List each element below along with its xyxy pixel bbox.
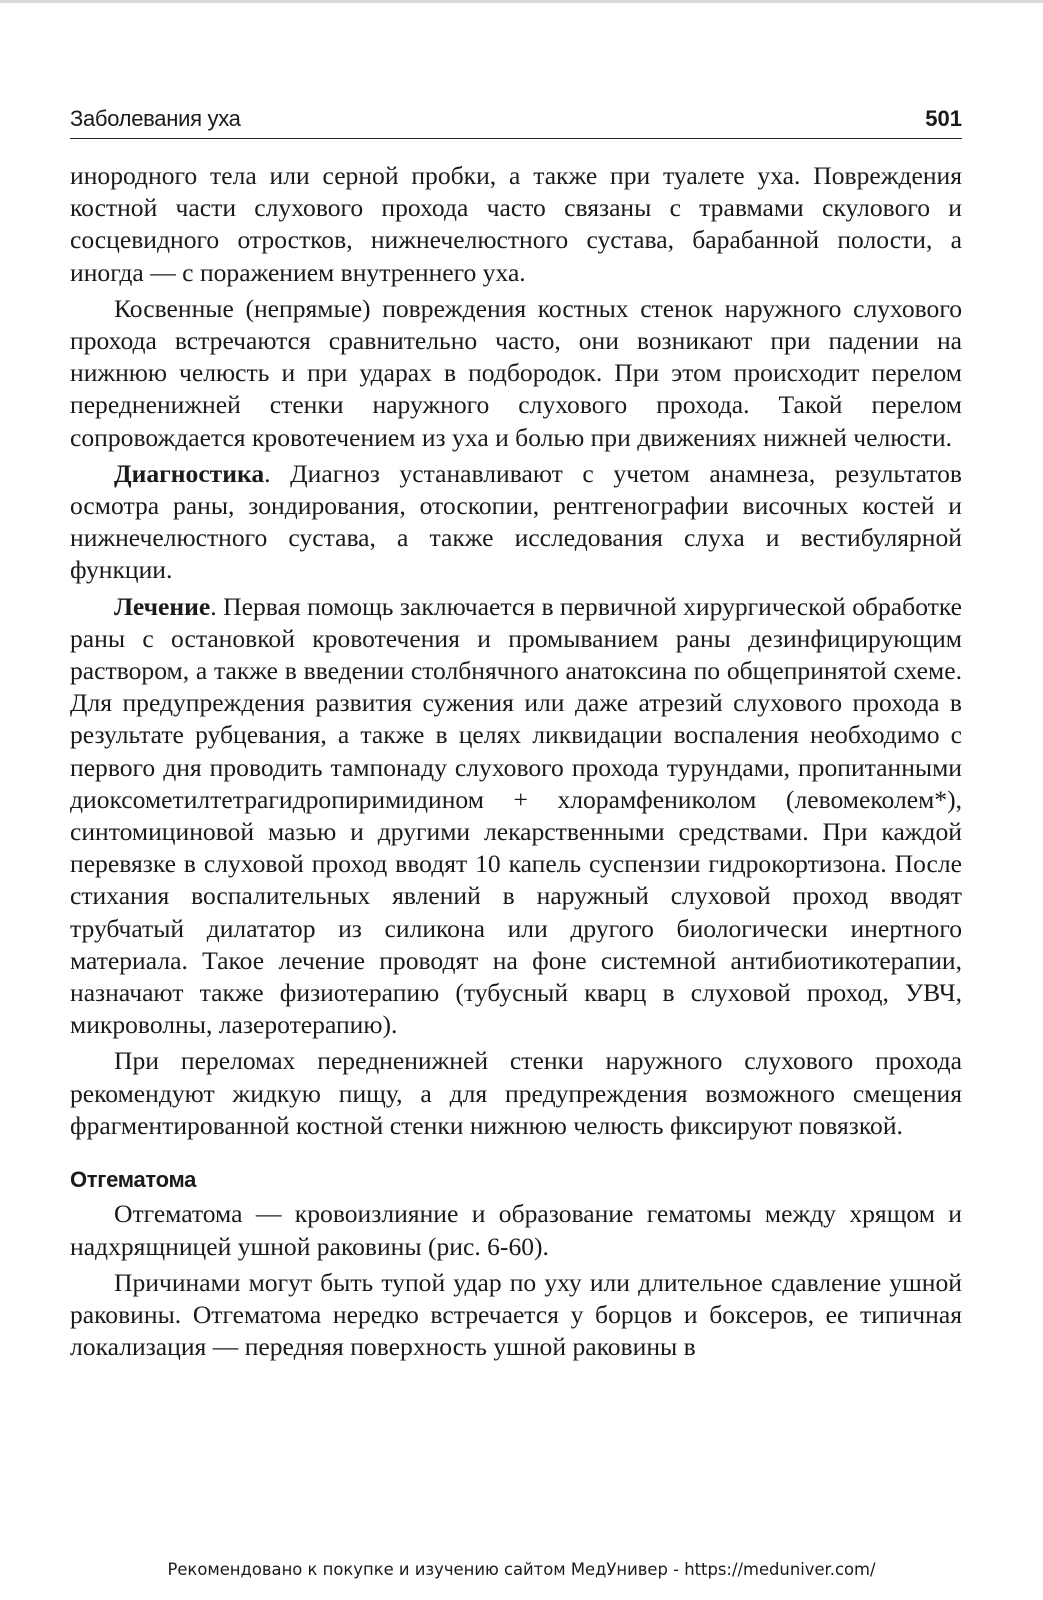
paragraph-lead-diagnostics: Диагностика (114, 458, 265, 488)
running-title: Заболевания уха (70, 106, 241, 131)
paragraph-continuation (70, 160, 962, 289)
paragraph-text: . Диагноз устанавливают с учетом анамнеза, результатов осмотра раны, зондирования, отоскопии, рентгенографии височных костей и нижнечелюстного сустава, а также исследования слуха и вестибулярной функции. (70, 458, 962, 585)
paragraph-text: Причинами могут быть тупой удар по уху или длительное сдавление ушной раковины. Отгематома нередко встречается у борцов и боксеров, ее типичная локализация — передняя поверхность ушной раковины в (70, 1267, 962, 1362)
page-top-edge (0, 0, 1043, 3)
running-header (70, 104, 962, 139)
body-text (70, 160, 962, 1363)
footer-note: Рекомендовано к покупке и изучению сайтом МедУнивер - https://meduniver.com/ (167, 1560, 876, 1579)
paragraph-text: При переломах передненижней стенки наружного слухового прохода рекомендуют жидкую пищу, а для предупреждения возможного смещения фрагментированной костной стенки нижнюю челюсть фиксируют повязкой. (70, 1046, 962, 1140)
section-heading: Отгематома (70, 1167, 197, 1193)
paragraph-text: Косвенные (непрямые) повреждения костных стенок наружного слухового прохода встречаются сравнительно часто, они возникают при падении на нижнюю челюсть и при ударах в подбородок. При этом происходит перелом передненижней стенки наружного слухового прохода. Такой перелом сопровождается кровотечением из уха и болью при движениях нижней челюсти. (70, 293, 962, 452)
paragraph-lead-treatment: Лечение (114, 591, 211, 621)
paragraph-treatment (70, 591, 962, 1042)
paragraph-othematoma-definition (70, 1198, 962, 1262)
paragraph-text: Отгематома — кровоизлияние и образование гематомы между хрящом и надхрящницей ушной раковины (рис. 6-60). (70, 1199, 962, 1261)
paragraph-text: инородного тела или серной пробки, а также при туалете уха. Повреждения костной части слухового прохода часто связаны с травмами скулового и сосцевидного отростков, нижнечелюстного сустава, барабанной полости, а иногда — с поражением внутреннего уха. (70, 161, 962, 287)
paragraph-indirect-injuries (70, 293, 962, 454)
paragraph-text: . Первая помощь заключается в первичной хирургической обработке раны с остановкой кровотечения и промыванием раны дезинфицирующим раствором, а также в введении столбнячного анатоксина по общепринятой схеме. Для предупреждения развития сужения или даже атрезий слухового прохода в результате рубцевания, а также в целях ликвидации воспаления необходимо с первого дня проводить тампонаду слухового прохода турундами, пропитанными диоксометилтетрагидропиримидином + хлорамфениколом (левомеколем*), синтомициновой мазью и другими лекарственными средствами. При каждой перевязке в слуховой проход вводят 10 капель суспензии гидрокортизона. После стихания воспалительных явлений в наружный слуховой проход вводят трубчатый дилататор из силикона или другого биологически инертного материала. Такое лечение проводят на фоне системной антибиотикотерапии, назначают также физиотерапию (тубусный кварц в слуховой проход, УВЧ, микроволны, лазеротерапию). (70, 591, 962, 1040)
paragraph-fracture-care (70, 1045, 962, 1142)
page-number: 501 (925, 106, 962, 131)
paragraph-diagnostics (70, 458, 962, 587)
paragraph-othematoma-causes (70, 1267, 962, 1364)
